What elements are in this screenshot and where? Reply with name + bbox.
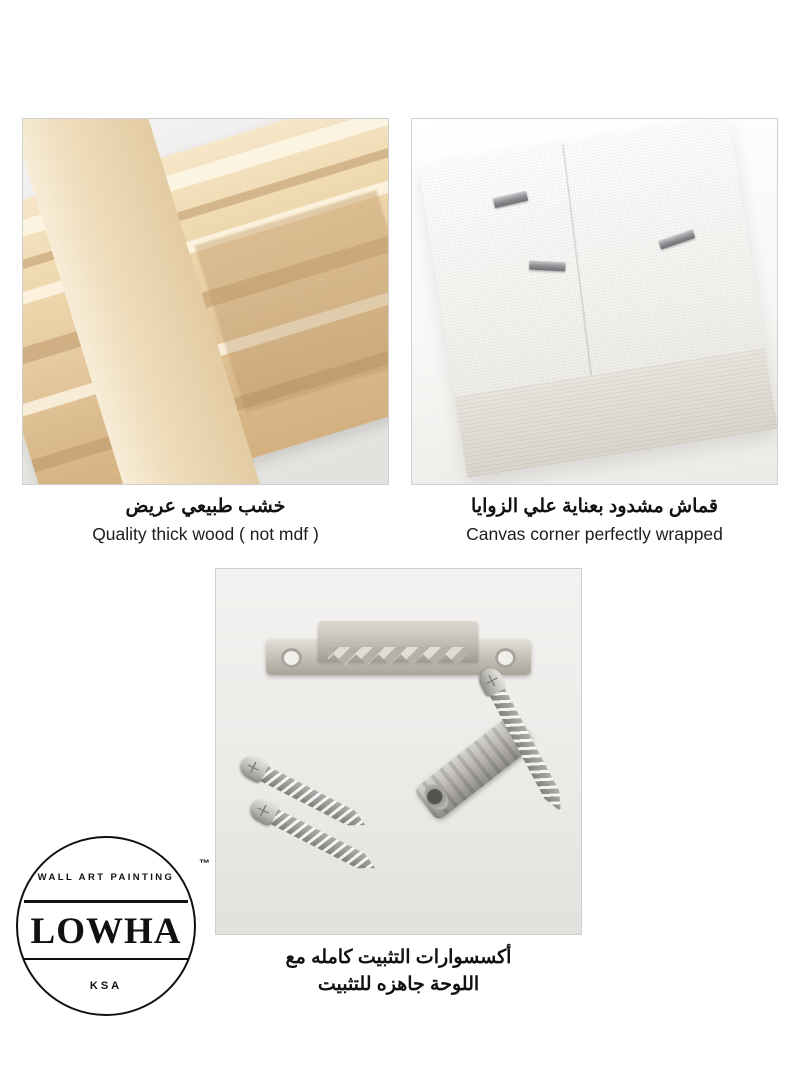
wood-caption-arabic: خشب طبيعي عريض	[125, 496, 286, 517]
canvas-caption	[411, 494, 778, 546]
logo-tagline: WALL ART PAINTING	[37, 872, 175, 883]
canvas-corner-photo	[411, 118, 778, 485]
feature-mounting-accessories	[215, 568, 582, 998]
logo-divider-top	[24, 900, 188, 903]
wood-caption	[22, 494, 389, 546]
wood-frame-photo	[22, 118, 389, 485]
feature-thick-wood	[22, 118, 389, 546]
canvas-wrapped-corner	[419, 118, 778, 477]
staple-icon	[493, 190, 528, 207]
wood-caption-english: Quality thick wood ( not mdf )	[92, 524, 319, 545]
canvas-caption-arabic: قماش مشدود بعناية علي الزوايا	[471, 496, 718, 517]
hardware-caption	[215, 945, 582, 998]
canvas-fold-seam	[562, 144, 594, 387]
logo-trademark-icon: ™	[199, 858, 210, 870]
logo-country: KSA	[89, 980, 123, 992]
hardware-caption-line2: اللوحة جاهزه للتثبيت	[317, 973, 480, 995]
hardware-caption-line1: أكسسوارات التثبيت كامله مع	[285, 947, 512, 968]
feature-row	[22, 118, 778, 546]
staple-icon	[530, 260, 566, 271]
canvas-caption-english: Canvas corner perfectly wrapped	[466, 524, 723, 545]
logo-brand-name: LOWHA	[30, 911, 182, 952]
logo-divider-bottom	[24, 958, 188, 961]
feature-canvas-corner	[411, 118, 778, 546]
hardware-photo	[215, 568, 582, 935]
staple-icon	[658, 229, 695, 249]
brand-logo	[16, 836, 210, 1016]
